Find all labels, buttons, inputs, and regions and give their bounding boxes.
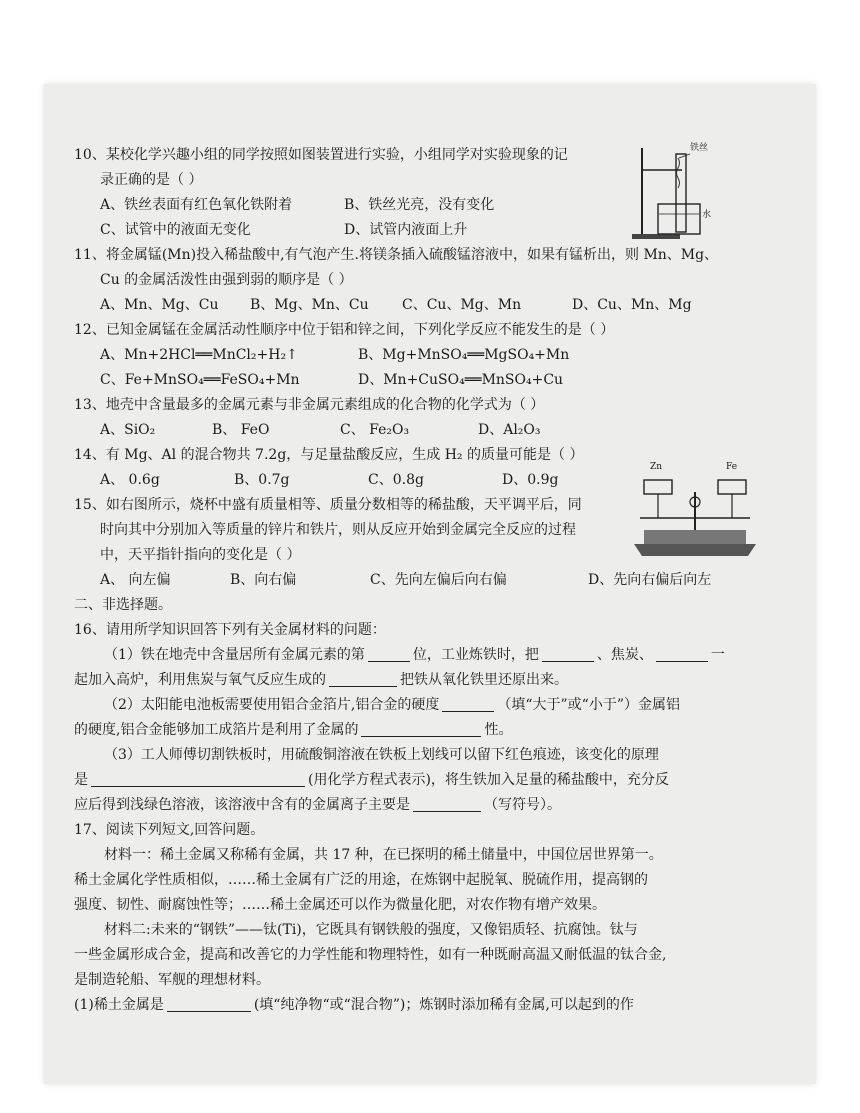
q17-p1-text-a: (1)稀土金属是 — [74, 997, 164, 1013]
q16-p1-text-d: 一 — [710, 647, 725, 663]
q16-p1-text-a: （1）铁在地壳中含量居所有金属元素的第 — [104, 647, 365, 663]
q10-option-d: D、试管内液面上升 — [344, 222, 468, 238]
q16-blank-ore[interactable] — [542, 645, 594, 662]
question-13 — [74, 393, 774, 443]
q17-stem: 17、阅读下列短文,回答问题。 — [74, 822, 265, 838]
q10-stem-line1: 10、某校化学兴趣小组的同学按照如图装置进行实验，小组同学对实验现象的记 — [74, 147, 568, 163]
q16-blank-material[interactable] — [656, 645, 708, 662]
q13-stem: 13、地壳中含量最多的金属元素与非金属元素组成的化合物的化学式为（ ） — [74, 397, 545, 413]
q16-blank-equation[interactable] — [91, 770, 305, 787]
q16-blank-hardness[interactable] — [442, 695, 494, 712]
question-12 — [74, 318, 774, 393]
question-16 — [74, 618, 774, 818]
q16-part2-line2 — [74, 718, 774, 743]
q11-option-c: C、Cu、Mg、Mn — [402, 297, 522, 313]
fig-label-iron-wire: 铁丝 — [690, 143, 709, 153]
q16-blank-rank[interactable] — [368, 645, 410, 662]
section-heading-nonchoice: 二、非选择题。 — [74, 597, 172, 613]
q13-option-a: A、SiO₂ — [100, 422, 156, 438]
q14-option-b: B、0.7g — [234, 472, 290, 488]
q16-p3-text-d: 应后得到浅绿色溶液，该溶液中含有的金属离子主要是 — [74, 797, 410, 813]
question-17 — [74, 818, 774, 1018]
q15-option-c: C、先向左偏后向右偏 — [370, 572, 507, 588]
q16-stem: 16、请用所学知识回答下列有关金属材料的问题： — [74, 622, 386, 638]
q16-part3-line2 — [74, 768, 774, 793]
q17-material1-line3: 强度、韧性、耐腐蚀性等；……稀土金属还可以作为微量化肥，对农作物有增产效果。 — [74, 897, 606, 913]
q11-option-b: B、Mg、Mn、Cu — [250, 297, 369, 313]
q16-p2-text-c: 的硬度,铝合金能够加工成箔片是利用了金属的 — [74, 722, 359, 738]
q15-option-b: B、向右偏 — [230, 572, 297, 588]
q14-option-c: C、0.8g — [368, 472, 424, 488]
fig-label-zn: Zn — [650, 462, 663, 472]
q16-blank-reducer[interactable] — [329, 670, 397, 687]
q10-stem-line2: 录正确的是（ ） — [100, 172, 203, 188]
q14-options — [74, 468, 774, 493]
q13-option-c: C、 Fe₂O₃ — [340, 422, 410, 438]
q17-material2-line3: 是制造轮船、军舰的理想材料。 — [74, 972, 270, 988]
q15-option-d: D、先向右偏后向左 — [588, 572, 712, 588]
q17-material2-line1: 材料二:未来的“钢铁”——钛(Ti)，它既具有钢铁般的强度，又像铝质轻、抗腐蚀。钛与 — [104, 922, 638, 938]
q15-option-a: A、 向左偏 — [100, 572, 171, 588]
q16-p1-text-c: 、焦炭、 — [596, 647, 653, 663]
q17-part1-line1 — [74, 993, 774, 1018]
q11-option-a: A、Mn、Mg、Cu — [100, 297, 219, 313]
q17-material1-line1: 材料一：稀土金属又称稀有金属，共 17 种，在已探明的稀土储量中，中国位居世界第一。 — [104, 847, 663, 863]
q16-part1-line1 — [74, 643, 774, 668]
q16-p1-text-e: 起加入高炉，利用焦炭与氧气反应生成的 — [74, 672, 326, 688]
q10-option-c: C、试管中的液面无变化 — [100, 222, 251, 238]
q14-option-d: D、0.9g — [502, 472, 559, 488]
q17-material1-line2: 稀土金属化学性质相似，……稀土金属有广泛的用途，在炼钢中起脱氧、脱硫作用，提高钢的 — [74, 872, 648, 888]
q17-material2-line2: 一些金属形成合金，提高和改善它的力学性能和物理特性，如有一种既耐高温又耐低温的钛合金, — [74, 947, 667, 963]
q11-options — [74, 293, 774, 318]
q16-p2-text-d: 性。 — [484, 722, 513, 738]
q12-option-a: A、Mn+2HCl══MnCl₂+H₂↑ — [100, 347, 298, 363]
q11-stem-line1: 11、将金属锰(Mn)投入稀盐酸中,有气泡产生.将镁条插入硫酸锰溶液中，如果有锰析出，则 Mn、Mg、 — [74, 247, 719, 263]
q16-p1-text-f: 把铁从氧化铁里还原出来。 — [400, 672, 568, 688]
question-14 — [74, 443, 774, 493]
q12-option-b: B、Mg+MnSO₄══MgSO₄+Mn — [358, 347, 570, 363]
q10-option-b: B、铁丝光亮，没有变化 — [344, 197, 495, 213]
q15-stem-line2: 时向其中分别加入等质量的锌片和铁片，则从反应开始到金属完全反应的过程 — [100, 522, 576, 538]
q16-blank-ion[interactable] — [413, 795, 481, 812]
q12-options-row2 — [74, 368, 774, 393]
q12-option-d: D、Mn+CuSO₄══MnSO₄+Cu — [358, 372, 564, 388]
q14-option-a: A、 0.6g — [100, 472, 160, 488]
q10-options-row2 — [74, 218, 774, 243]
q16-blank-property[interactable] — [361, 720, 481, 737]
fig-label-water: 水 — [702, 210, 712, 220]
q16-p2-text-a: （2）太阳能电池板需要使用铝合金箔片,铝合金的硬度 — [104, 697, 440, 713]
q13-option-b: B、 FeO — [212, 422, 270, 438]
q17-p1-text-b: (填“纯净物“或“混合物”)；炼钢时添加稀有金属,可以起到的作 — [253, 997, 634, 1013]
q16-p3-text-c: (用化学方程式表示)，将生铁加入足量的稀盐酸中，充分反 — [308, 772, 669, 788]
question-11 — [74, 243, 774, 318]
q11-option-d: D、Cu、Mn、Mg — [572, 297, 692, 313]
q15-options — [74, 568, 774, 593]
q11-stem-line2: Cu 的金属活泼性由强到弱的顺序是（ ） — [100, 272, 353, 288]
q10-options-row1 — [74, 193, 774, 218]
q16-p3-text-b: 是 — [74, 772, 88, 788]
question-15 — [74, 493, 774, 593]
question-10 — [74, 143, 774, 243]
q13-options — [74, 418, 774, 443]
q16-part2-line1 — [74, 693, 774, 718]
q16-part3-line1: （3）工人师傅切割铁板时，用硫酸铜溶液在铁板上划线可以留下红色痕迹，该变化的原理 — [104, 747, 659, 763]
q16-part3-line3 — [74, 793, 774, 818]
q15-stem-line3: 中，天平指针指向的变化是（ ） — [100, 547, 301, 563]
q12-stem: 12、已知金属锰在金属活动性顺序中位于铝和锌之间，下列化学反应不能发生的是（ ） — [74, 322, 615, 338]
q17-blank-substance-type[interactable] — [167, 995, 251, 1012]
q16-p2-text-b: （填“大于”或“小于”）金属铝 — [497, 697, 680, 713]
fig-label-fe: Fe — [726, 462, 738, 472]
q12-option-c: C、Fe+MnSO₄══FeSO₄+Mn — [100, 372, 300, 388]
q15-stem-line1: 15、如右图所示，烧杯中盛有质量相等、质量分数相等的稀盐酸，天平调平后，同 — [74, 497, 582, 513]
q16-p1-text-b: 位，工业炼铁时，把 — [412, 647, 539, 663]
q14-stem: 14、有 Mg、Al 的混合物共 7.2g，与足量盐酸反应，生成 H₂ 的质量可能是（ ） — [74, 447, 584, 463]
exam-content — [74, 143, 774, 1018]
q13-option-d: D、Al₂O₃ — [478, 422, 541, 438]
q16-p3-text-e: （写符号）。 — [484, 797, 561, 813]
q12-options-row1 — [74, 343, 774, 368]
q10-option-a: A、铁丝表面有红色氧化铁附着 — [100, 197, 293, 213]
q16-part1-line2 — [74, 668, 774, 693]
